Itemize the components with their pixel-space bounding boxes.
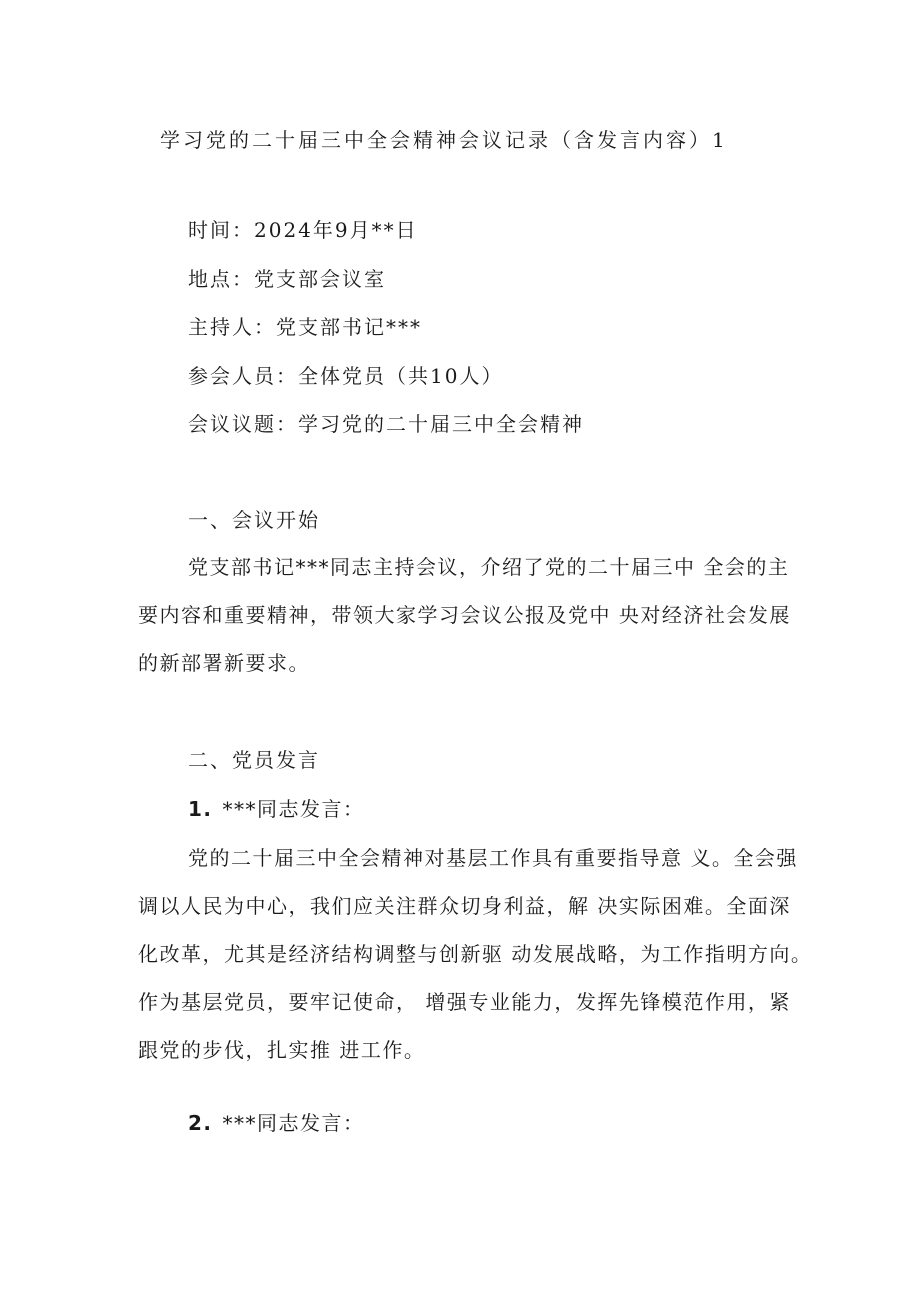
opening-paragraph <box>138 543 798 687</box>
speaker-2-label: ***同志发言： <box>222 1111 365 1135</box>
meta-topic-value: 学习党的二十届三中全会精神 <box>298 412 584 436</box>
meta-place-label: 地点： <box>188 267 254 291</box>
speaker-1-number: 1. <box>188 797 213 821</box>
section-heading-meeting-start: 一、会议开始 <box>188 508 320 532</box>
paragraph-line: 作为基层党员，要牢记使命， 增强专业能力，发挥先锋模范作用，紧 <box>138 990 791 1014</box>
meta-topic-label: 会议议题： <box>188 412 298 436</box>
meta-topic <box>188 409 584 439</box>
paragraph-line: 的新部署新要求。 <box>138 651 310 675</box>
meta-host-label: 主持人： <box>188 315 276 339</box>
meta-host-value: 党支部书记*** <box>276 315 422 339</box>
paragraph-line: 党支部书记***同志主持会议，介绍了党的二十届三中 全会的主 <box>188 555 790 579</box>
paragraph-line: 要内容和重要精神，带领大家学习会议公报及党中 央对经济社会发展 <box>138 603 791 627</box>
meta-place <box>188 264 386 294</box>
meta-time <box>188 215 418 245</box>
meta-host <box>188 312 422 342</box>
meta-attendees-value: 全体党员（共10人） <box>298 364 504 388</box>
meta-attendees <box>188 361 503 391</box>
paragraph-line: 跟党的步伐，扎实推 进工作。 <box>138 1038 426 1062</box>
document-title: 学习党的二十届三中全会精神会议记录（含发言内容）1 <box>160 128 728 152</box>
speech-1-paragraph <box>138 834 813 1074</box>
section-heading-member-speeches: 二、党员发言 <box>188 748 320 772</box>
speaker-1-label: ***同志发言： <box>222 797 365 821</box>
meta-place-value: 党支部会议室 <box>254 267 386 291</box>
speaker-2-heading <box>188 1108 365 1138</box>
paragraph-line: 化改革，尤其是经济结构调整与创新驱 动发展战略，为工作指明方向。 <box>138 942 813 966</box>
paragraph-line: 党的二十届三中全会精神对基层工作具有重要指导意 义。全会强 <box>188 846 798 870</box>
meta-time-value: 2024年9月**日 <box>254 218 418 242</box>
meta-time-label: 时间： <box>188 218 254 242</box>
paragraph-line: 调以人民为中心，我们应关注群众切身利益，解 决实际困难。全面深 <box>138 894 791 918</box>
meta-attendees-label: 参会人员： <box>188 364 298 388</box>
speaker-2-number: 2. <box>188 1111 213 1135</box>
speaker-1-heading <box>188 794 365 824</box>
